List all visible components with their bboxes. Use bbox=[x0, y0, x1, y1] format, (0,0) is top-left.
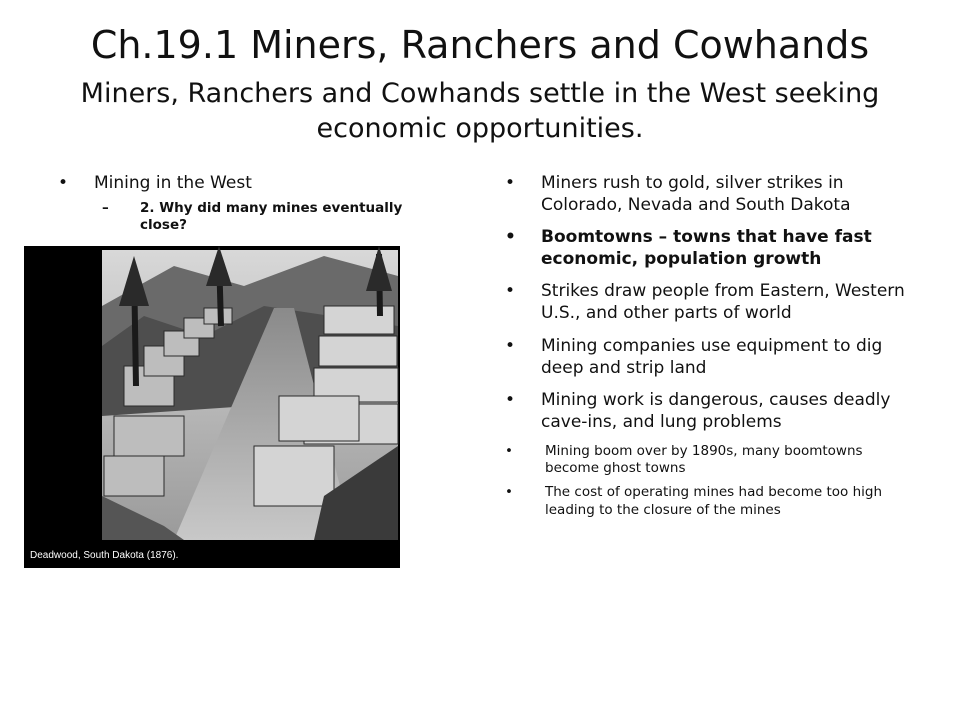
left-column bbox=[58, 172, 438, 244]
bullet-miners-rush: • Miners rush to gold, silver strikes in Colorado, Nevada and South Dakota bbox=[505, 172, 915, 216]
bullet-mining-dangerous: • Mining work is dangerous, causes deadly cave-ins, and lung problems bbox=[505, 389, 915, 433]
right-bullet-list bbox=[505, 172, 915, 519]
bullet-boom-over: • Mining boom over by 1890s, many boomtowns become ghost towns bbox=[505, 443, 915, 478]
bullet-strikes-draw: • Strikes draw people from Eastern, Western U.S., and other parts of world bbox=[505, 280, 915, 324]
deadwood-photo bbox=[24, 246, 400, 568]
question-text: 2. Why did many mines eventually close? bbox=[140, 200, 403, 233]
title-main: Ch.19.1 Miners, Ranchers and Cowhands bbox=[90, 23, 870, 67]
title-subtitle: Miners, Ranchers and Cowhands settle in the West seeking economic opportunities. bbox=[80, 77, 880, 144]
bullet-text: Mining in the West bbox=[94, 173, 252, 193]
right-column bbox=[505, 172, 915, 525]
bullet-boomtowns: • Boomtowns – towns that have fast economic, population growth bbox=[505, 226, 915, 270]
deadwood-photo-drawing bbox=[24, 246, 400, 568]
bullet-mining-west bbox=[58, 172, 438, 234]
bullet-mining-companies: • Mining companies use equipment to dig deep and strip land bbox=[505, 335, 915, 379]
left-bullet-list bbox=[58, 172, 438, 234]
photo-caption: Deadwood, South Dakota (1876). bbox=[30, 550, 179, 561]
question-item bbox=[94, 200, 438, 234]
bullet-cost-operating: • The cost of operating mines had become too high leading to the closure of the mines bbox=[505, 484, 915, 519]
slide-title bbox=[20, 22, 940, 146]
